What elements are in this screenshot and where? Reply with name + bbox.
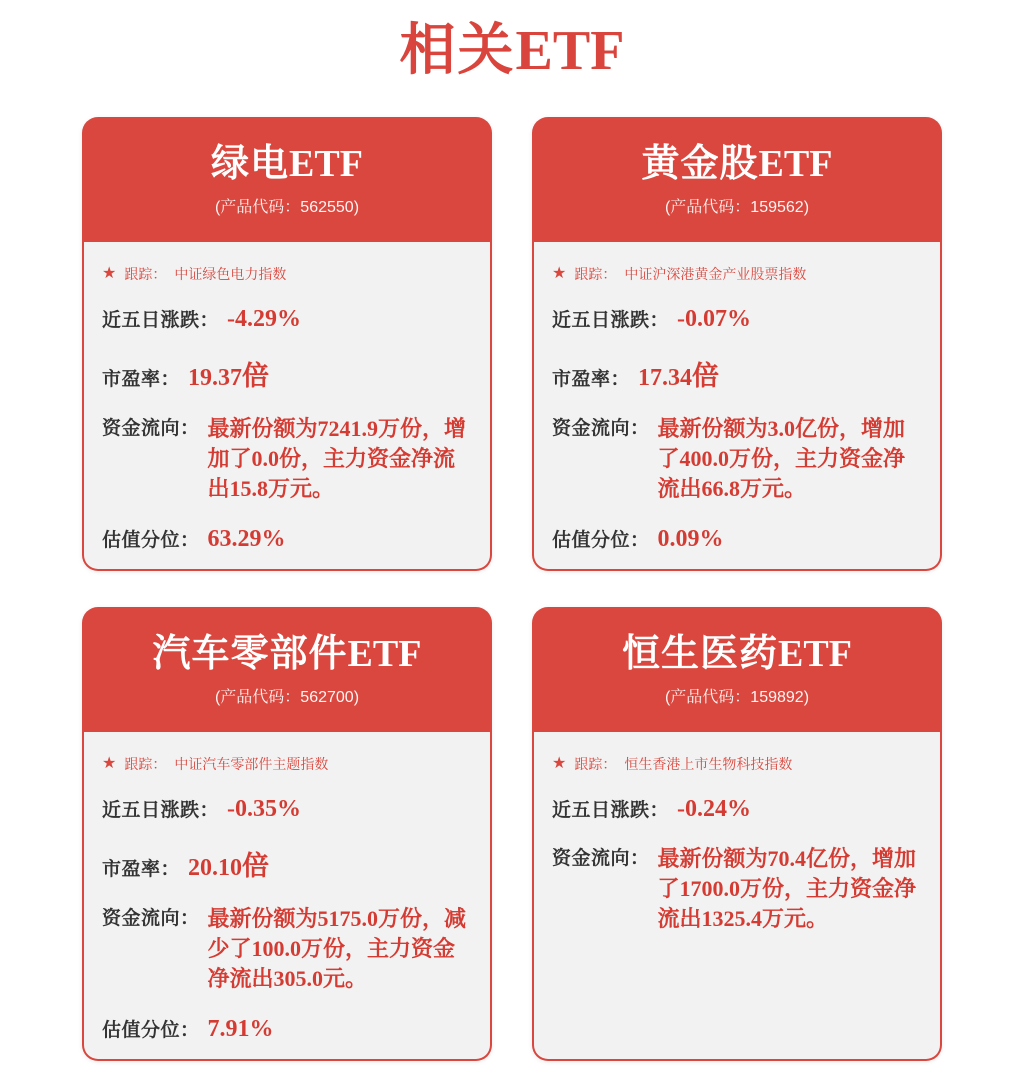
etf-name-zh: 汽车零部件 — [152, 632, 348, 675]
pe-row — [100, 354, 474, 393]
etf-card-hengshengyiyao — [532, 607, 942, 1061]
pe-unit: 倍 — [242, 851, 270, 881]
etf-card-qichelingbujian — [82, 607, 492, 1061]
etf-name-zh: 黄金股 — [641, 142, 759, 185]
page-title — [0, 16, 1024, 85]
percentile-label: 估值分位： — [102, 530, 200, 551]
track-index: 中证汽车零部件主题指数 — [174, 756, 329, 772]
percentile-value: 7.91% — [207, 1016, 274, 1042]
track-label: 跟踪： — [124, 756, 167, 772]
etf-name — [532, 143, 942, 185]
pe-label: 市盈率： — [102, 859, 181, 880]
flow-row — [550, 844, 924, 934]
track-index: 中证绿色电力指数 — [174, 266, 287, 282]
pe-unit: 倍 — [692, 361, 720, 391]
change-row — [550, 795, 924, 823]
track-label: 跟踪： — [574, 266, 617, 282]
flow-row — [550, 414, 924, 504]
card-body — [532, 242, 942, 571]
flow-value: 最新份额为70.4亿份，增加了1700.0万份，主力资金净流出1325.4万元。 — [657, 846, 917, 931]
etf-name-zh: 恒生医药 — [622, 632, 779, 675]
star-icon: ★ — [102, 265, 117, 282]
flow-value: 最新份额为7241.9万份，增加了0.0份，主力资金净流出15.8万元。 — [207, 416, 467, 501]
percentile-value: 0.09% — [657, 526, 724, 552]
etf-name — [82, 633, 492, 675]
pe-value — [638, 354, 719, 393]
card-body — [82, 732, 492, 1061]
pe-label: 市盈率： — [102, 369, 181, 390]
card-header — [82, 607, 492, 732]
change-value: -0.07% — [677, 306, 752, 332]
track-row — [550, 754, 924, 774]
flow-row — [100, 414, 474, 504]
percentile-value: 63.29% — [207, 526, 286, 552]
etf-name-en: ETF — [758, 142, 833, 185]
change-value: -0.24% — [677, 796, 752, 822]
track-label: 跟踪： — [574, 756, 617, 772]
pe-number: 20.10 — [188, 855, 243, 881]
card-body — [532, 732, 942, 1061]
flow-label: 资金流向： — [552, 848, 650, 869]
change-label: 近五日涨跌： — [102, 310, 220, 331]
pe-number: 17.34 — [638, 365, 693, 391]
card-header — [532, 607, 942, 732]
flow-label: 资金流向： — [552, 418, 650, 439]
pe-unit: 倍 — [242, 361, 270, 391]
flow-label: 资金流向： — [102, 908, 200, 929]
flow-value: 最新份额为3.0亿份，增加了400.0万份，主力资金净流出66.8万元。 — [657, 416, 906, 501]
product-code: (产品代码：159562) — [664, 198, 810, 216]
pe-value — [188, 354, 269, 393]
etf-name — [82, 143, 492, 185]
track-index: 恒生香港上市生物科技指数 — [624, 756, 793, 772]
pe-row — [100, 844, 474, 883]
star-icon: ★ — [102, 755, 117, 772]
card-body — [82, 242, 492, 571]
product-code: (产品代码：562700) — [214, 688, 360, 706]
change-label: 近五日涨跌： — [102, 800, 220, 821]
track-label: 跟踪： — [124, 266, 167, 282]
track-row — [100, 754, 474, 774]
percentile-label: 估值分位： — [102, 1020, 200, 1041]
change-label: 近五日涨跌： — [552, 310, 670, 331]
track-index: 中证沪深港黄金产业股票指数 — [624, 266, 807, 282]
etf-name-en: ETF — [289, 142, 363, 185]
product-code: (产品代码：562550) — [214, 198, 360, 216]
etf-name-en: ETF — [778, 632, 852, 675]
pe-row — [550, 354, 924, 393]
change-label: 近五日涨跌： — [552, 800, 670, 821]
etf-card-grid — [82, 117, 942, 1061]
change-value: -0.35% — [227, 796, 302, 822]
product-code: (产品代码：159892) — [664, 688, 810, 706]
pe-number: 19.37 — [188, 365, 243, 391]
flow-row — [100, 904, 474, 994]
percentile-row — [100, 1015, 474, 1043]
percentile-label: 估值分位： — [552, 530, 650, 551]
pe-value — [188, 844, 269, 883]
percentile-row — [100, 525, 474, 553]
etf-card-huangjingu — [532, 117, 942, 571]
flow-value: 最新份额为5175.0万份，减少了100.0万份，主力资金净流出305.0元。 — [207, 906, 467, 991]
page-title-zh: 相关 — [399, 18, 516, 81]
change-row — [100, 795, 474, 823]
pe-label: 市盈率： — [552, 369, 631, 390]
track-row — [100, 264, 474, 284]
track-row — [550, 264, 924, 284]
change-value: -4.29% — [227, 306, 302, 332]
etf-card-lvdian — [82, 117, 492, 571]
card-header — [532, 117, 942, 242]
etf-name-en: ETF — [347, 632, 422, 675]
change-row — [550, 305, 924, 333]
etf-name — [532, 633, 942, 675]
flow-label: 资金流向： — [102, 418, 200, 439]
card-header — [82, 117, 492, 242]
star-icon: ★ — [552, 265, 567, 282]
etf-name-zh: 绿电 — [211, 142, 290, 185]
page-title-en: ETF — [515, 20, 625, 82]
star-icon: ★ — [552, 755, 567, 772]
percentile-row — [550, 525, 924, 553]
change-row — [100, 305, 474, 333]
